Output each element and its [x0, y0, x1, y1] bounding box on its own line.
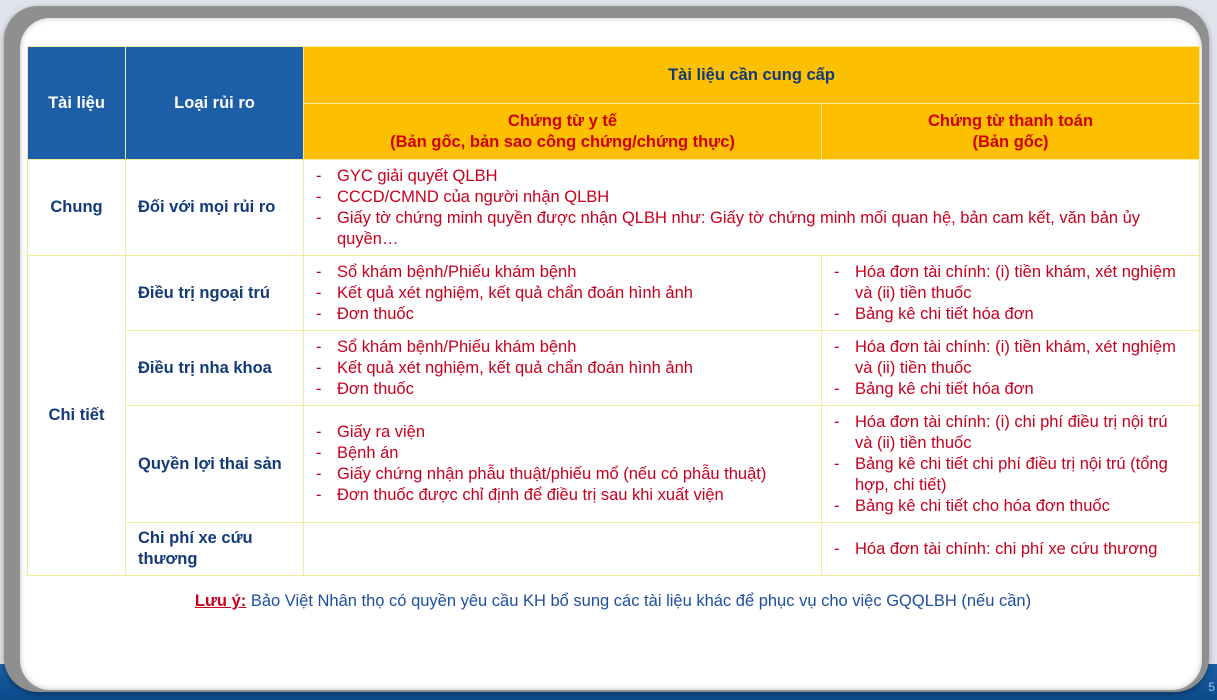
list-item: - CCCD/CMND của người nhận QLBH [316, 187, 1189, 208]
header-required-documents: Tài liệu cần cung cấp [304, 47, 1200, 104]
page-number: 5 [1208, 680, 1215, 694]
list-item: - Hóa đơn tài chính: (i) chi phí điều trị nội trú và (ii) tiền thuốc [834, 412, 1189, 454]
dental-payment [822, 331, 1200, 406]
list-item: - Hóa đơn tài chính: (i) tiền khám, xét nghiệm và (ii) tiền thuốc [834, 262, 1189, 304]
list-item: - Kết quả xét nghiệm, kết quả chẩn đoán hình ảnh [316, 283, 811, 304]
list-item: - Hóa đơn tài chính: (i) tiền khám, xét nghiệm và (ii) tiền thuốc [834, 337, 1189, 379]
list-item: - Bảng kê chi tiết chi phí điều trị nội trú (tổng hợp, chi tiết) [834, 454, 1189, 496]
list-item: - Hóa đơn tài chính: chi phí xe cứu thương [834, 539, 1189, 560]
category-detail: Chi tiết [28, 256, 126, 576]
list-item: - Bảng kê chi tiết hóa đơn [834, 379, 1189, 400]
ambulance-payment [822, 523, 1200, 576]
header-medical-line2: (Bản gốc, bản sao công chứng/chứng thực) [390, 132, 735, 151]
maternity-payment [822, 406, 1200, 523]
note [27, 592, 1199, 611]
row-ambulance [28, 523, 1200, 576]
list-item: - Sổ khám bệnh/Phiếu khám bệnh [316, 337, 811, 358]
header-payment-line1: Chứng từ thanh toán [927, 111, 1094, 130]
maternity-medical [304, 406, 822, 523]
risk-outpatient: Điều trị ngoại trú [126, 256, 304, 331]
list-item: - Bảng kê chi tiết hóa đơn [834, 304, 1189, 325]
slide-frame [4, 6, 1209, 692]
header-payment-docs [822, 104, 1200, 160]
risk-dental: Điều trị nha khoa [126, 331, 304, 406]
risk-ambulance: Chi phí xe cứu thương [126, 523, 304, 576]
ambulance-medical [304, 523, 822, 576]
risk-maternity: Quyền lợi thai sản [126, 406, 304, 523]
list-item: - Bảng kê chi tiết cho hóa đơn thuốc [834, 496, 1189, 517]
note-label: Lưu ý: [194, 592, 247, 610]
header-risk-type: Loại rủi ro [126, 47, 304, 160]
documents-table [27, 46, 1200, 576]
note-text: Bảo Việt Nhân thọ có quyền yêu cầu KH bổ sung các tài liệu khác để phục vụ cho việc GQQLBH (nếu cần) [246, 592, 1032, 610]
outpatient-medical [304, 256, 822, 331]
list-item: - Kết quả xét nghiệm, kết quả chẩn đoán hình ảnh [316, 358, 811, 379]
row-general [28, 160, 1200, 256]
header-payment-line2: (Bản gốc) [972, 132, 1049, 151]
row-dental [28, 331, 1200, 406]
header-document: Tài liệu [28, 47, 126, 160]
risk-all: Đối với mọi rủi ro [126, 160, 304, 256]
category-general: Chung [28, 160, 126, 256]
row-outpatient [28, 256, 1200, 331]
list-item: - Sổ khám bệnh/Phiếu khám bệnh [316, 262, 811, 283]
header-medical-line1: Chứng từ y tế [507, 111, 618, 130]
dental-medical [304, 331, 822, 406]
header-row-1 [28, 47, 1200, 104]
general-documents [304, 160, 1200, 256]
header-medical-docs [304, 104, 822, 160]
list-item: - GYC giải quyết QLBH [316, 166, 1189, 187]
list-item: - Đơn thuốc [316, 379, 811, 400]
outpatient-payment [822, 256, 1200, 331]
list-item: - Đơn thuốc được chỉ định để điều trị sau khi xuất viện [316, 485, 811, 506]
content-card [20, 18, 1202, 690]
list-item: - Đơn thuốc [316, 304, 811, 325]
list-item: - Bệnh án [316, 443, 811, 464]
row-maternity [28, 406, 1200, 523]
list-item: - Giấy ra viện [316, 422, 811, 443]
list-item: - Giấy chứng nhận phẫu thuật/phiếu mổ (nếu có phẫu thuật) [316, 464, 811, 485]
list-item: - Giấy tờ chứng minh quyền được nhận QLBH như: Giấy tờ chứng minh mối quan hệ, bản cam kết, văn bản ủy quyền… [316, 208, 1189, 250]
